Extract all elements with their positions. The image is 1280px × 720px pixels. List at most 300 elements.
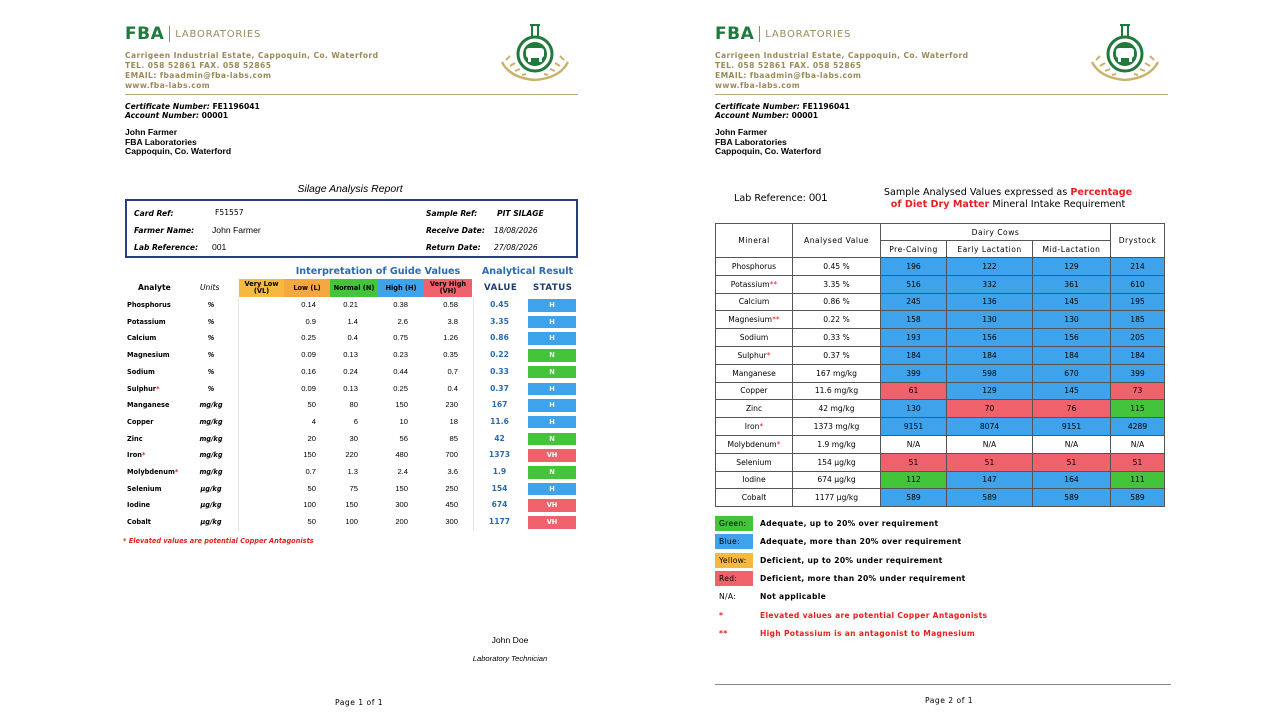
antagonist-marker: * [759, 422, 764, 432]
guide-high: 1.26 [443, 333, 458, 343]
address-line: Carrigeen Industrial Estate, Cappoquin, Co. Waterford [715, 51, 969, 60]
guide-normal: 0.44 [393, 366, 408, 376]
guide-very-low: 0.25 [301, 333, 316, 343]
status-badge: N [528, 433, 576, 446]
table-row [125, 330, 578, 347]
analyte-unit: % [207, 317, 215, 326]
pre-calving-value: N/A [881, 435, 947, 453]
sample-ref-label: Sample Ref: [426, 209, 478, 218]
col-analysed-value: Analysed Value [793, 224, 881, 258]
analyte-label: Phosphorus [127, 301, 171, 309]
status-badge: H [528, 316, 576, 329]
mineral-name [716, 364, 793, 382]
mineral-label: Iron [744, 422, 760, 432]
guide-low: 220 [345, 450, 358, 460]
table-row [716, 293, 1165, 311]
drystock-value: 73 [1111, 382, 1165, 400]
guide-low: 6 [353, 416, 358, 426]
lab-reference [734, 192, 827, 204]
table-row [716, 329, 1165, 347]
pre-calving-value: 245 [881, 293, 947, 311]
pre-calving-value: 130 [881, 400, 947, 418]
guide-low: 150 [345, 500, 358, 510]
analyte-name [127, 334, 156, 342]
lab-reference-label: Lab Reference: [134, 243, 199, 252]
address-email: EMAIL: fbaadmin@fba-labs.com [125, 71, 272, 80]
pre-calving-value: 9151 [881, 418, 947, 436]
cert-number: FE1196041 [802, 102, 850, 111]
fba-logo [715, 24, 851, 44]
guide-high: 3.8 [447, 316, 458, 326]
table-row [716, 258, 1165, 276]
legend-text: Deficient, more than 20% under requirement [760, 573, 966, 583]
guide-very-low: 0.14 [301, 300, 316, 309]
card-ref-value: F51557 [215, 208, 244, 217]
drystock-value: 115 [1111, 400, 1165, 418]
drystock-value: 4289 [1111, 418, 1165, 436]
table-row [125, 347, 578, 364]
antagonist-marker: * [141, 451, 146, 460]
analyte-name [127, 418, 154, 426]
farmer-name-label: Farmer Name: [134, 226, 195, 235]
analyte-label: Calcium [127, 334, 157, 343]
certificate-block [715, 102, 850, 120]
pre-calving-value: 184 [881, 346, 947, 364]
status-badge: H [528, 399, 576, 412]
early-lactation-value: 184 [947, 346, 1033, 364]
address-website: www.fba-labs.com [715, 81, 801, 90]
mid-lactation-value: 164 [1033, 471, 1111, 489]
analyte-label: Iron [127, 451, 142, 460]
return-date-value: 27/08/2026 [494, 243, 538, 252]
table-row [125, 447, 578, 464]
analyte-unit: mg/kg [199, 451, 223, 460]
report-title: Silage Analysis Report [297, 183, 403, 195]
recipient-name: John Farmer [125, 127, 178, 137]
guide-high: 230 [445, 400, 458, 410]
mineral-name [716, 382, 793, 400]
mid-lactation-value: N/A [1033, 435, 1111, 453]
cert-number: FE1196041 [212, 102, 260, 111]
analyte-value: 42 [494, 433, 505, 443]
mineral-label: Calcium [738, 297, 770, 307]
analyte-unit: µg/kg [200, 518, 222, 527]
table-row [716, 418, 1165, 436]
mineral-label: Iodine [742, 475, 766, 485]
recipient-block [715, 128, 821, 157]
mid-lactation-value: 130 [1033, 311, 1111, 329]
table-row [125, 431, 578, 448]
analysed-value: 674 µg/kg [793, 471, 881, 489]
pre-calving-value: 158 [881, 311, 947, 329]
antagonist-marker: * [776, 439, 781, 449]
guide-high: 300 [445, 517, 458, 527]
analyte-label: Potassium [127, 317, 166, 326]
address-phone: TEL. 058 52861 FAX. 058 52865 [715, 61, 862, 70]
drystock-value: 195 [1111, 293, 1165, 311]
recipient-name: John Farmer [715, 127, 768, 137]
guide-high: 18 [449, 416, 458, 426]
analyte-label: Molybdenum [127, 468, 175, 476]
guide-very-low: 20 [307, 433, 316, 443]
drystock-value: 184 [1111, 346, 1165, 364]
logo-brand-name: FBA [125, 24, 165, 44]
early-lactation-value: 156 [947, 329, 1033, 347]
sample-ref-value: PIT SILAGE [497, 209, 544, 218]
logo-subtitle: LABORATORIES [175, 28, 262, 40]
mid-lactation-value: 76 [1033, 400, 1111, 418]
guide-normal: 56 [399, 433, 408, 443]
analyte-value: 0.86 [490, 333, 509, 343]
legend-swatch: Yellow: [715, 553, 753, 568]
mineral-label: Potassium [730, 279, 770, 289]
analyte-name [127, 518, 151, 526]
logo-brand-name: FBA [715, 24, 755, 44]
legend-item [715, 570, 1125, 587]
analyte-unit: % [207, 334, 215, 343]
legend-swatch: Green: [715, 516, 753, 531]
mid-lactation-value: 184 [1033, 346, 1111, 364]
mineral-name [716, 453, 793, 471]
analysed-value: 11.6 mg/kg [793, 382, 881, 400]
legend-item [715, 588, 1125, 605]
analyte-unit: mg/kg [199, 401, 223, 410]
page-number: Page 2 of 1 [925, 696, 974, 705]
mineral-intake-table [715, 223, 1165, 507]
drystock-value: 185 [1111, 311, 1165, 329]
guide-high: 250 [445, 483, 458, 493]
title-part: Sample Analysed Values expressed as [883, 187, 1071, 198]
analyte-name [127, 401, 169, 409]
analyte-unit: % [207, 351, 215, 360]
col-mineral: Mineral [716, 224, 793, 258]
guide-normal: 150 [395, 483, 408, 493]
pre-calving-value: 196 [881, 258, 947, 276]
guide-low: 80 [349, 400, 358, 410]
mineral-name [716, 346, 793, 364]
guide-normal: 200 [395, 517, 408, 527]
col-drystock: Drystock [1111, 224, 1165, 258]
analyte-value: 0.45 [490, 300, 509, 309]
mineral-label: Selenium [736, 457, 772, 467]
early-lactation-value: 51 [947, 453, 1033, 471]
legend-item [715, 552, 1125, 569]
guide-very-low: 150 [303, 450, 316, 460]
table-row [125, 497, 578, 514]
mineral-label: Zinc [745, 404, 763, 414]
guide-high: 700 [445, 450, 458, 460]
analyte-name [127, 501, 150, 509]
drystock-value: N/A [1111, 435, 1165, 453]
pre-calving-value: 61 [881, 382, 947, 400]
logo-divider [759, 26, 760, 42]
analyte-name [127, 385, 160, 393]
guide-very-low: 50 [307, 400, 316, 410]
table-row [125, 297, 578, 314]
legend-swatch: * [719, 610, 724, 620]
analyte-value: 0.37 [490, 383, 509, 393]
mid-lactation-value: 361 [1033, 275, 1111, 293]
header-divider [125, 94, 578, 95]
table-row [125, 481, 578, 498]
analyte-unit: mg/kg [199, 417, 223, 426]
status-badge: H [528, 332, 576, 345]
early-lactation-value: 8074 [947, 418, 1033, 436]
guide-low: 75 [349, 483, 358, 493]
drystock-value: 399 [1111, 364, 1165, 382]
col-status: STATUS [533, 283, 573, 293]
col-very-low: Very Low (VL) [239, 279, 284, 297]
analysed-value: 0.22 % [793, 311, 881, 329]
mineral-name [716, 329, 793, 347]
mineral-label: Cobalt [741, 493, 767, 503]
guide-very-low: 0.09 [301, 350, 316, 360]
guide-low: 0.13 [343, 350, 358, 360]
lab-reference-value: 001 [808, 192, 828, 204]
legend-text: Adequate, more than 20% over requirement [760, 537, 962, 547]
lab-seal-logo-icon [496, 22, 574, 82]
early-lactation-value: 136 [947, 293, 1033, 311]
analyte-label: Selenium [127, 484, 162, 493]
col-mid-lactation: Mid-Lactation [1033, 241, 1111, 258]
mineral-name [716, 418, 793, 436]
guide-very-low: 50 [307, 517, 316, 527]
status-badge: VH [528, 516, 576, 529]
guide-normal: 300 [395, 500, 408, 510]
analyte-value: 11.6 [490, 416, 509, 426]
analyte-value: 167 [491, 400, 508, 410]
analysed-value: 1.9 mg/kg [793, 435, 881, 453]
analyte-unit: % [207, 301, 215, 309]
guide-low: 0.13 [343, 383, 358, 393]
table-row [716, 364, 1165, 382]
analysed-value: 167 mg/kg [793, 364, 881, 382]
status-badge: VH [528, 449, 576, 462]
legend-item [715, 515, 1125, 532]
table-row [125, 314, 578, 331]
guide-low: 30 [349, 433, 358, 443]
analysed-value: 1373 mg/kg [793, 418, 881, 436]
guide-high: 0.7 [447, 366, 458, 376]
mid-lactation-value: 129 [1033, 258, 1111, 276]
analysed-value: 0.37 % [793, 346, 881, 364]
report-page-2 [710, 0, 1174, 720]
guide-low: 0.4 [347, 333, 358, 343]
mineral-name [716, 293, 793, 311]
guide-low: 100 [345, 517, 358, 527]
col-units: Units [200, 283, 220, 292]
col-low: Low (L) [284, 279, 330, 297]
mineral-label: Sulphur [737, 350, 767, 360]
antagonist-marker: * [766, 350, 771, 360]
lab-reference-label: Lab Reference: [734, 193, 806, 204]
intake-table-title [870, 187, 1146, 211]
report-page-1 [120, 0, 580, 720]
signatory-name: John Doe [491, 635, 529, 645]
col-dairy-cows: Dairy Cows [881, 224, 1111, 241]
legend-swatch: ** [719, 628, 728, 638]
pre-calving-value: 516 [881, 275, 947, 293]
drystock-value: 610 [1111, 275, 1165, 293]
mineral-name [716, 400, 793, 418]
early-lactation-value: 129 [947, 382, 1033, 400]
table-row [125, 414, 578, 431]
analyte-unit: mg/kg [199, 468, 223, 476]
guide-very-low: 4 [311, 416, 316, 426]
analyte-name [127, 301, 171, 309]
legend-swatch: N/A: [719, 592, 737, 602]
table-row [716, 400, 1165, 418]
legend-text: Adequate, up to 20% over requirement [760, 519, 939, 528]
analysed-value: 42 mg/kg [793, 400, 881, 418]
analyte-value: 154 [491, 483, 508, 493]
guide-high: 85 [449, 433, 458, 443]
recipient-org: FBA Laboratories [715, 136, 787, 147]
analyte-label: Manganese [127, 401, 170, 410]
analyte-unit: mg/kg [199, 434, 223, 443]
fba-logo [125, 24, 261, 44]
analyte-name [127, 368, 155, 376]
analyte-label: Magnesium [127, 351, 170, 360]
account-number: 00001 [201, 111, 229, 120]
status-badge: H [528, 483, 576, 496]
drystock-value: 214 [1111, 258, 1165, 276]
drystock-value: 589 [1111, 489, 1165, 507]
legend-text: High Potassium is an antagonist to Magnesium [760, 628, 976, 638]
signatory-role: Laboratory Technician [472, 654, 548, 663]
table-row [716, 382, 1165, 400]
account-number: 00001 [791, 111, 819, 120]
analysed-value: 0.45 % [793, 258, 881, 276]
mid-lactation-value: 145 [1033, 382, 1111, 400]
early-lactation-value: 70 [947, 400, 1033, 418]
early-lactation-value: 130 [947, 311, 1033, 329]
table-row [716, 311, 1165, 329]
logo-divider [169, 26, 170, 42]
receive-date-label: Receive Date: [426, 226, 485, 235]
table-row [125, 397, 578, 414]
analyte-value: 3.35 [490, 316, 509, 326]
guide-very-low: 0.16 [301, 366, 316, 376]
pre-calving-value: 589 [881, 489, 947, 507]
table-row [125, 464, 578, 481]
legend-text: Elevated values are potential Copper Antagonists [760, 610, 988, 620]
antagonist-marker: ** [772, 315, 780, 325]
analyte-value: 674 [491, 500, 508, 510]
pre-calving-value: 193 [881, 329, 947, 347]
early-lactation-value: 598 [947, 364, 1033, 382]
analyte-value: 1177 [488, 517, 511, 527]
col-very-high: Very High (VH) [424, 279, 472, 297]
table-row [125, 364, 578, 381]
recipient-place: Cappoquin, Co. Waterford [715, 146, 822, 156]
guide-high: 0.58 [443, 300, 458, 309]
mineral-label: Molybdenum [727, 439, 777, 449]
analyte-name [127, 485, 161, 493]
analyte-label: Sulphur [127, 384, 157, 393]
guide-high: 0.4 [447, 383, 458, 393]
pre-calving-value: 51 [881, 453, 947, 471]
copper-antagonist-footnote: * Elevated values are potential Copper Antagonists [123, 537, 314, 545]
table-row [716, 435, 1165, 453]
guide-normal: 0.25 [393, 383, 408, 393]
mineral-name [716, 435, 793, 453]
status-badge: N [528, 349, 576, 362]
lab-reference-value: 001 [212, 242, 227, 252]
antagonist-marker: * [174, 468, 179, 476]
status-badge: N [528, 366, 576, 379]
pre-calving-value: 399 [881, 364, 947, 382]
antagonist-marker: ** [769, 279, 778, 289]
sample-info-box [125, 199, 578, 258]
guide-very-low: 0.9 [305, 316, 316, 326]
analysed-value: 154 µg/kg [793, 453, 881, 471]
address-phone: TEL. 058 52861 FAX. 058 52865 [125, 61, 272, 70]
title-highlight: of Diet Dry Matter [890, 199, 990, 210]
address-email: EMAIL: fbaadmin@fba-labs.com [715, 71, 862, 80]
account-number-label: Account Number: [125, 111, 199, 120]
analyte-label: Cobalt [127, 518, 151, 527]
table-row [716, 471, 1165, 489]
early-lactation-value: 589 [947, 489, 1033, 507]
analyte-label: Copper [127, 417, 154, 426]
drystock-value: 205 [1111, 329, 1165, 347]
analyte-unit: % [207, 367, 215, 376]
status-badge: H [528, 416, 576, 429]
analyte-label: Zinc [127, 434, 143, 443]
guide-low: 0.21 [343, 300, 358, 309]
guide-low: 0.24 [343, 366, 358, 376]
interpretation-title: Interpretation of Guide Values [295, 266, 461, 277]
account-number-label: Account Number: [715, 111, 789, 120]
mineral-name [716, 489, 793, 507]
address-line: Carrigeen Industrial Estate, Cappoquin, Co. Waterford [125, 51, 379, 60]
mineral-label: Copper [740, 386, 768, 396]
drystock-value: 111 [1111, 471, 1165, 489]
return-date-label: Return Date: [426, 243, 481, 252]
legend-swatch: Red: [715, 571, 753, 586]
mineral-name [716, 471, 793, 489]
table-row [716, 453, 1165, 471]
status-badge: N [528, 466, 576, 479]
receive-date-value: 18/08/2026 [494, 226, 538, 235]
analysed-value: 0.33 % [793, 329, 881, 347]
analyte-value: 1373 [488, 450, 511, 460]
mineral-label: Phosphorus [731, 261, 777, 271]
farmer-name-value: John Farmer [212, 225, 261, 235]
guide-normal: 10 [399, 416, 408, 426]
cert-number-label: Certificate Number: [715, 102, 800, 111]
guide-high: 3.6 [447, 467, 458, 476]
mineral-label: Sodium [739, 333, 769, 343]
antagonist-marker: * [156, 384, 160, 393]
guide-high: 450 [445, 500, 458, 510]
legend-item [715, 625, 1125, 642]
drystock-value: 51 [1111, 453, 1165, 471]
certificate-block [125, 102, 260, 120]
col-value: VALUE [484, 283, 518, 293]
early-lactation-value: 332 [947, 275, 1033, 293]
guide-normal: 2.6 [397, 316, 408, 326]
analyte-name [127, 435, 143, 443]
guide-very-low: 0.7 [305, 467, 316, 476]
table-row [716, 346, 1165, 364]
col-early-lactation: Early Lactation [947, 241, 1033, 258]
col-normal: Normal (N) [330, 279, 378, 297]
mineral-label: Manganese [732, 368, 776, 378]
table-row [125, 514, 578, 531]
guide-normal: 0.38 [393, 300, 408, 309]
